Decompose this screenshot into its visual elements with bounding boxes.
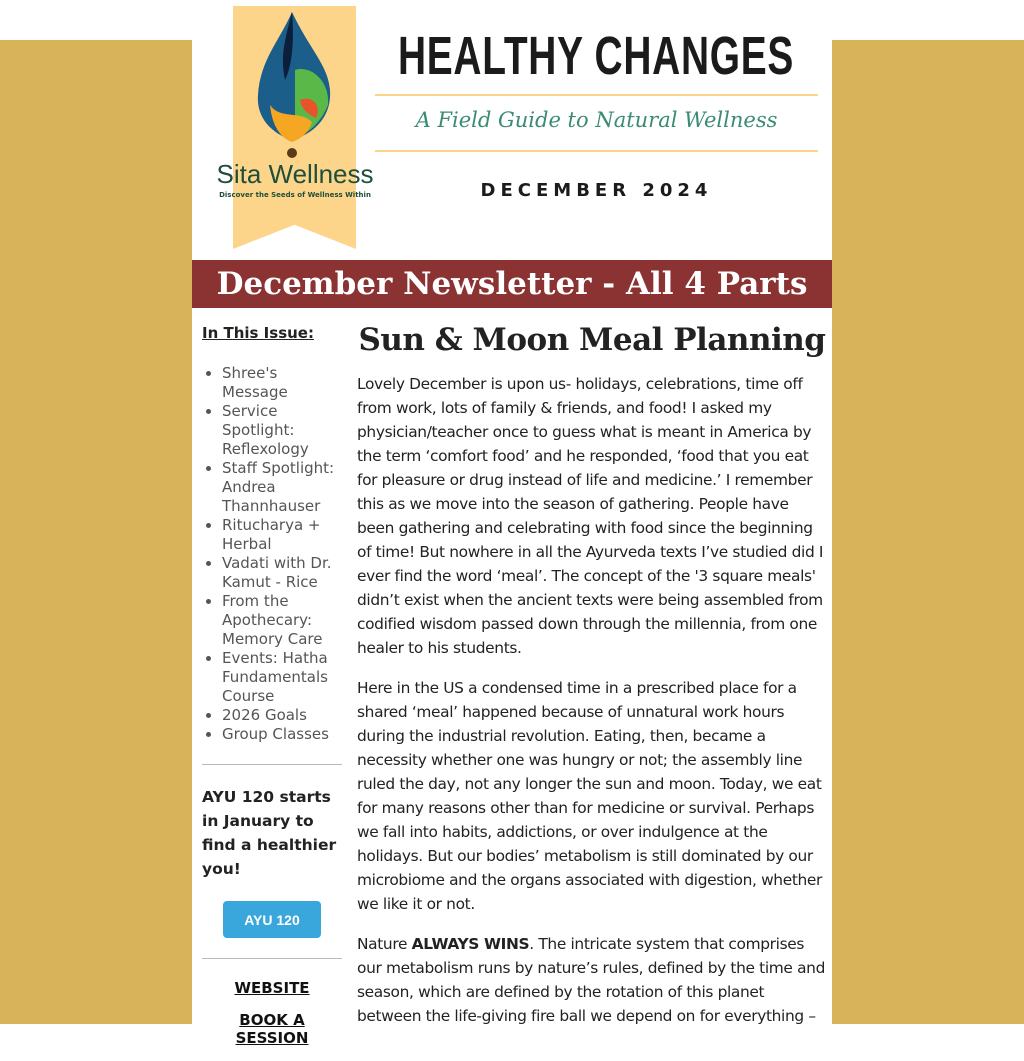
emphasis: ALWAYS WINS (411, 935, 530, 953)
article-title: Sun & Moon Meal Planning (358, 322, 826, 358)
article (357, 322, 827, 1044)
list-item: • Vadati with Dr. Kamut - Rice (222, 554, 342, 592)
sidebar (202, 324, 342, 1061)
newsletter (192, 0, 832, 1047)
banner-title: December Newsletter - All 4 Parts (192, 260, 832, 308)
promo-text: AYU 120 starts in January to find a healthier you! (202, 788, 337, 878)
newsletter-subtitle: A Field Guide to Natural Wellness (415, 108, 778, 132)
text: Nature (357, 935, 412, 953)
list-item: • Events: Hatha Fundamentals Course (222, 649, 342, 706)
divider (202, 764, 342, 765)
list-item: • Service Spotlight: Reflexology (222, 402, 342, 459)
list-item: • Shree's Message (222, 364, 342, 402)
divider (375, 94, 818, 96)
article-paragraph (357, 932, 827, 1028)
divider (202, 958, 342, 959)
website-link[interactable]: WEBSITE (234, 979, 310, 997)
article-paragraph: Lovely December is upon us- holidays, celebrations, time off from work, lots of family & friends, and food! I asked my physician/teacher once to guess what is meant in America by the term ‘comfort food’ and he responded, ‘food that you eat for pleasure or drug instead of life and medicine.’ I remember this as we move into the season of gathering. People have been gathering and celebrating with food since the beginning of time! But nowhere in all the Ayurveda texts I’ve studied did I ever find the word ‘meal’. The concept of the '3 square meals' didn’t exist when the ancient texts were being assembled from codified wisdom passed down through the millennia, from one healer to his students. (357, 375, 824, 657)
list-item: • From the Apothecary: Memory Care (222, 592, 342, 649)
list-item: • Staff Spotlight: Andrea Thannhauser (222, 459, 342, 516)
divider (375, 150, 818, 152)
list-item: • Ritucharya + Herbal (222, 516, 342, 554)
issue-date: DECEMBER 2024 (480, 180, 713, 201)
newsletter-title: HEALTHY CHANGES (397, 26, 795, 86)
in-this-issue-heading: In This Issue: (202, 324, 314, 342)
brand-name: Sita Wellness (216, 159, 374, 189)
list-item: • 2026 Goals (222, 706, 342, 725)
issue-list (202, 364, 342, 744)
text: . The intricate system that comprises our metabolism runs by nature’s rules, defined by the time and season, which are defined by the rotation of this planet between the life-giving fire ball we depend on for everything – (357, 935, 825, 1025)
article-paragraph: Here in the US a condensed time in a prescribed place for a shared ‘meal’ happened because of unnatural work hours during the industrial revolution. Eating, then, became a necessity whether one was hungry or not; the assembly line ruled the day, not any longer the sun and moon. Today, we eat for many reasons other than for medicine or survival. Perhaps we fall into habits, addictions, or over indulgence at the holidays. But our bodies’ metabolism is still dominated by our microbiome and the organs associated with digestion, whether we like it or not. (357, 679, 823, 913)
flame-logo-icon (250, 10, 340, 160)
list-item: • Group Classes (222, 725, 342, 744)
brand-tagline: Discover the Seeds of Wellness Within (219, 191, 371, 199)
book-session-link[interactable]: BOOK A SESSION (235, 1011, 309, 1047)
ayu-120-button[interactable]: AYU 120 (223, 901, 321, 938)
